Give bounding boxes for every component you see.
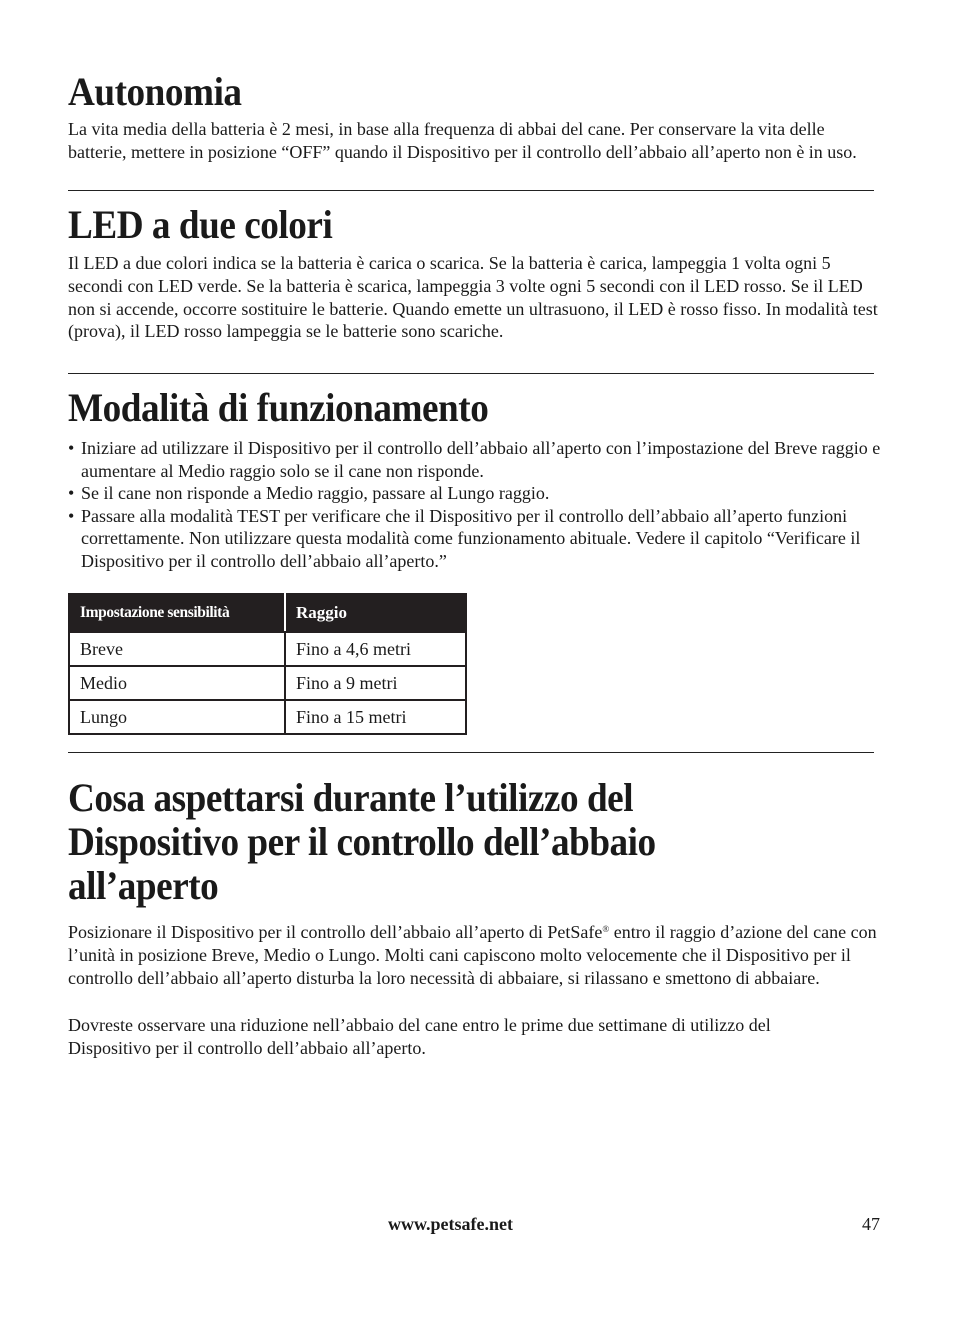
heading-cosa-line-2: Dispositivo per il controllo dell’abbaio bbox=[68, 819, 656, 864]
heading-led: LED a due colori bbox=[68, 202, 333, 247]
paragraph-led: Il LED a due colori indica se la batteria è carica o scarica. Se la batteria è carica, lampeggia 1 volta ogni 5 secondi con LED verde. Se la batteria è scarica, lampeggia 3 volte ogni 5 secondi con il LED rosso. Se il LED non si accende, occorre sostituire le batterie. Quando emette un ultrasuono, il LED è rosso fisso. In modalità test (prova), il LED rosso lampeggia se le batterie sono scariche. bbox=[68, 253, 878, 342]
heading-cosa-line-3: all’aperto bbox=[68, 863, 219, 908]
table-cell: Fino a 9 metri bbox=[285, 666, 466, 700]
list-item-text: Passare alla modalità TEST per verificare che il Dispositivo per il controllo dell’abbaio all’aperto funzioni correttamente. Non utilizzare questa modalità come funzionamento abituale. Vedere il capitolo “Verificare il Dispositivo per il controllo dell’abbaio all’aperto.” bbox=[81, 505, 861, 571]
table-header-raggio: Raggio bbox=[285, 594, 466, 632]
page-number: 47 bbox=[862, 1214, 880, 1234]
table-cell: Fino a 4,6 metri bbox=[285, 632, 466, 666]
table-cell: Lungo bbox=[69, 700, 285, 734]
heading-modalita: Modalità di funzionamento bbox=[68, 385, 489, 430]
paragraph-cosa-1-end: entro il raggio d’azione del cane con l’unità in posizione Breve, Medio o Lungo. Molti cani capiscono molto velocemente che il Dispositivo per il controllo dell’abbaio all’aperto disturba la loro necessità di abbaiare, si rilassano e smettono di abbaiare. bbox=[68, 922, 877, 988]
table-cell: Medio bbox=[69, 666, 285, 700]
heading-cosa-line-1: Cosa aspettarsi durante l’utilizzo del bbox=[68, 775, 634, 820]
paragraph-cosa-1-start: Posizionare il Dispositivo per il controllo dell’abbaio all’aperto di PetSafe bbox=[68, 922, 603, 942]
list-item-text: Se il cane non risponde a Medio raggio, passare al Lungo raggio. bbox=[81, 483, 550, 504]
table-row bbox=[69, 700, 466, 734]
registered-mark: ® bbox=[602, 924, 610, 934]
bullet-symbol: • bbox=[68, 438, 75, 458]
heading-autonomia: Autonomia bbox=[68, 69, 242, 114]
paragraph-cosa-1 bbox=[68, 918, 886, 989]
bullet-symbol: • bbox=[68, 483, 75, 504]
divider-2 bbox=[68, 373, 874, 374]
table-header-sensibilita: Impostazione sensibilità bbox=[69, 594, 285, 632]
table-cell: Breve bbox=[69, 632, 285, 666]
list-item bbox=[68, 482, 883, 505]
paragraph-cosa-2: Dovreste osservare una riduzione nell’abbaio del cane entro le prime due settimane di utilizzo del Dispositivo per il controllo dell’abbaio all’aperto. bbox=[68, 1015, 771, 1058]
heading-cosa bbox=[68, 776, 700, 908]
footer-url[interactable]: www.petsafe.net bbox=[388, 1214, 513, 1234]
list-item bbox=[68, 437, 883, 482]
table-header-row bbox=[69, 594, 466, 632]
list-item-text: Iniziare ad utilizzare il Dispositivo per il controllo dell’abbaio all’aperto con l’impostazione del Breve raggio e aumentare al Medio raggio solo se il cane non risponde. bbox=[81, 438, 881, 481]
table-row bbox=[69, 632, 466, 666]
bullet-symbol: • bbox=[68, 505, 75, 526]
paragraph-autonomia: La vita media della batteria è 2 mesi, in base alla frequenza di abbai del cane. Per conservare la vita delle batterie, mettere in posizione “OFF” quando il Dispositivo per il controllo dell’abbaio all’aperto non è in uso. bbox=[68, 119, 857, 162]
table-row bbox=[69, 666, 466, 700]
sensitivity-table bbox=[68, 593, 467, 735]
bullet-list bbox=[68, 437, 883, 573]
table-cell: Fino a 15 metri bbox=[285, 700, 466, 734]
list-item bbox=[68, 505, 883, 573]
divider-1 bbox=[68, 190, 874, 191]
divider-3 bbox=[68, 752, 874, 753]
